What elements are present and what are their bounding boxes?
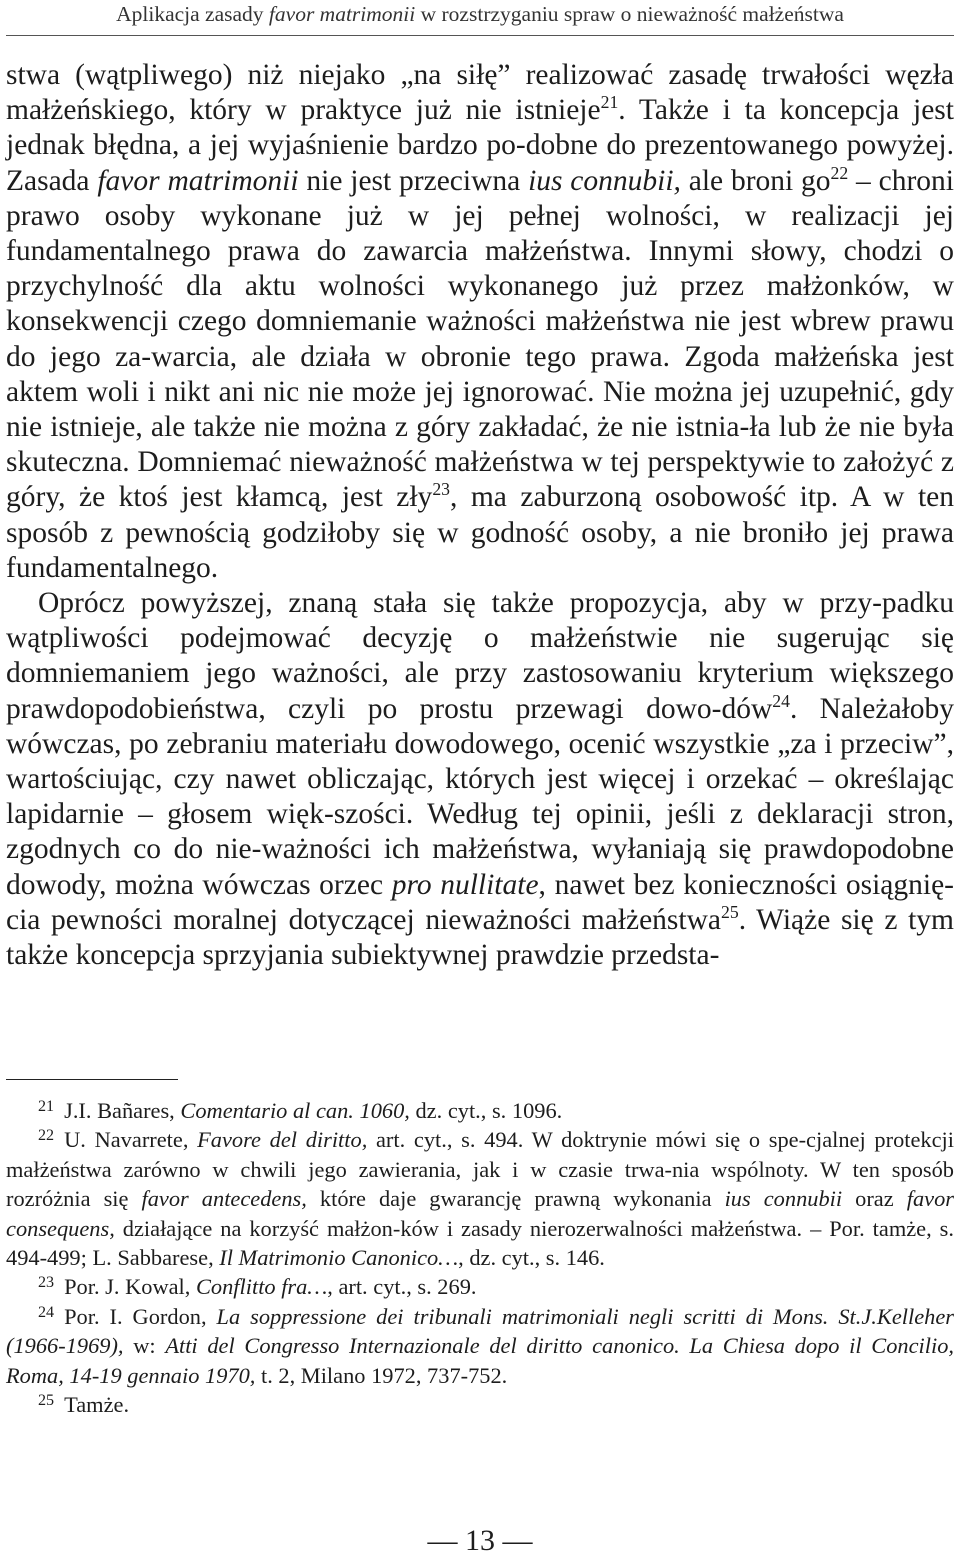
footnote-24: [6, 1302, 954, 1390]
page-number: — 13 —: [427, 1524, 533, 1557]
text-run: stwa (wątpliwego) niż niejako „na siłę” realizować zasadę trwałości węzła małżeńskiego, który w praktyce już nie istnieje: [6, 59, 954, 127]
footnote-21: [6, 1096, 954, 1125]
footnotes: [6, 1096, 954, 1419]
text-run: Oprócz powyższej, znaną stała się także propozycja, aby w przy-: [38, 587, 882, 620]
italic-text: ius connubii,: [528, 164, 681, 197]
text-run: . Także i ta koncepcja jest jednak błędna, a jej wyjaśnienie bardzo po-: [6, 94, 954, 162]
text-run: , nawet bez konieczności osiągnię-: [538, 868, 954, 901]
italic-text: Comentario al can. 1060,: [180, 1098, 410, 1123]
footnote-25: [6, 1390, 954, 1419]
italic-text: ius connubii: [724, 1186, 843, 1212]
footnote-ref: 25: [721, 901, 739, 922]
text-run: w:: [123, 1333, 166, 1359]
italic-text: Conflitto fra…: [195, 1274, 328, 1300]
text-run: ważności ich małżeństwa, wyłaniają się prawdopodobne dowody, można wówczas orzec: [6, 833, 954, 901]
text-run: padku wątpliwości podejmować decyzję o małżeństwie nie sugerując się domniemaniem jego ważności, ale przy zastosowaniu kryterium większego prawdopodobieństwa, czyli po prostu przewagi dowo-: [6, 587, 954, 725]
footnote-number: 25: [38, 1391, 55, 1409]
footnote-22: [6, 1125, 954, 1272]
running-head-text-end: w rozstrzyganiu spraw o nieważność małżeństwa: [415, 2, 844, 26]
text-run: które daje gwarancję prawną wykonania: [306, 1186, 725, 1212]
italic-text: favor consequens,: [6, 1186, 954, 1241]
header-rule: [6, 35, 954, 36]
italic-text: Atti del Congresso Internazionale del diritto canonico. La Chiesa dopo il Concilio, Roma, 14-19 gennaio 1970,: [6, 1333, 954, 1388]
text-run: . Należałoby wówczas, po zebraniu materiału dowodowego, ocenić wszystkie „za i przeciw”, wartościując, czy nawet obliczając, których jest więcej i orzekać – określając lapidarnie – głosem więk-: [6, 692, 954, 831]
text-run: Por. I. Gordon,: [64, 1303, 217, 1329]
text-run: cjalnej protekcji małżeństwa zarówno w chwili jego zawierania, jak i w czasie trwa-: [6, 1127, 954, 1182]
italic-text: pro nullitate: [391, 868, 539, 901]
footnote-number: 21: [38, 1097, 55, 1115]
running-head-italic: favor matrimonii: [268, 2, 416, 26]
text-run: U. Navarrete,: [64, 1127, 198, 1153]
text-run: dów: [721, 692, 773, 725]
italic-text: Favore del diritto,: [197, 1127, 368, 1153]
text-run: ków i zasady nierozerwalności małżeństwa. – Por. tamże, s. 494-499; L. Sabbarese,: [6, 1215, 954, 1271]
text-run: działające na korzyść małżon-: [114, 1215, 401, 1241]
italic-text: Il Matrimonio Canonico…: [219, 1245, 459, 1271]
text-run: ła lub że nie była skuteczna. Domniemać nieważność małżeństwa w tej perspektywie to założyć z góry, że ktoś jest kłamcą, jest zły: [6, 411, 954, 514]
text-run: . Wiąże się z tym także koncepcja sprzyjania subiektywnej prawdzie przedsta-: [6, 903, 954, 972]
text-run: , dz. cyt., s. 146.: [458, 1245, 605, 1271]
footnote-number: 24: [38, 1303, 55, 1321]
italic-text: favor matrimonii: [97, 164, 299, 197]
text-run: – chroni prawo osoby wykonane już w jej pełnej wolności, w realizacji jej fundamentalnego prawa do zawarcia małżeństwa. Innymi słowy, chodzi o przychylność dla aktu wolności wykonanego już przez małżonków, w konsekwencji czego domniemanie ważności małżeństwa nie jest wbrew prawu do jego za-: [6, 164, 954, 373]
text-run: dz. cyt., s. 1096.: [409, 1098, 563, 1123]
text-run: warcia, ale działa w obronie tego prawa. Zgoda małżeńska jest aktem woli i nikt ani nic nie może jej ignorować. Nie można jej uzupełnić, gdy nie istnieje, ale także nie można z góry zakładać, że nie istnia-: [6, 340, 954, 444]
text-run: nia wspólnoty. W ten sposób rozróżnia się: [6, 1156, 954, 1212]
text-run: szości. Według tej opinii, jeśli z deklaracji stron, zgodnych co do nie-: [6, 798, 954, 866]
italic-text: La soppressione dei tribunali matrimoniali negli scritti di Mons. St.J.Kelleher (1966-1969),: [6, 1303, 954, 1359]
running-head: [62, 2, 898, 27]
text-run: oraz: [842, 1186, 907, 1212]
footnote-ref: 22: [830, 162, 849, 183]
italic-text: favor antecedens,: [141, 1186, 307, 1212]
text-run: , art. cyt., s. 269.: [327, 1274, 477, 1300]
paragraph-1: [6, 58, 954, 586]
text-run: ale broni go: [680, 164, 831, 197]
text-run: nie jest przeciwna: [298, 164, 529, 197]
footnote-ref: 24: [772, 690, 790, 711]
body-text: [6, 58, 954, 973]
text-run: J.I. Bañares,: [64, 1098, 181, 1123]
text-run: Por. J. Kowal,: [64, 1274, 196, 1300]
footnote-23: [6, 1272, 954, 1301]
footnote-number: 23: [38, 1274, 55, 1292]
paragraph-2: [6, 586, 954, 973]
text-run: dobne do prezentowanego powyżej. Zasada: [6, 129, 954, 197]
footnote-ref: 21: [600, 92, 619, 113]
running-head-text: Aplikacja zasady: [116, 2, 269, 26]
text-run: art. cyt., s. 494. W doktrynie mówi się o spe-: [367, 1127, 807, 1153]
text-run: cia pewności moralnej dotyczącej nieważności małżeństwa: [6, 903, 721, 936]
footnote-rule: [6, 1079, 178, 1080]
footnote-ref: 23: [432, 479, 450, 500]
text-run: t. 2, Milano 1972, 737-752.: [255, 1362, 508, 1388]
text-run: Tamże.: [64, 1392, 130, 1418]
footnote-number: 22: [38, 1127, 55, 1145]
text-run: , ma zaburzoną osobowość itp. A w ten sposób z pewnością godziłoby się w godność osoby, a nie broniło jej prawa fundamentalnego.: [6, 481, 954, 584]
